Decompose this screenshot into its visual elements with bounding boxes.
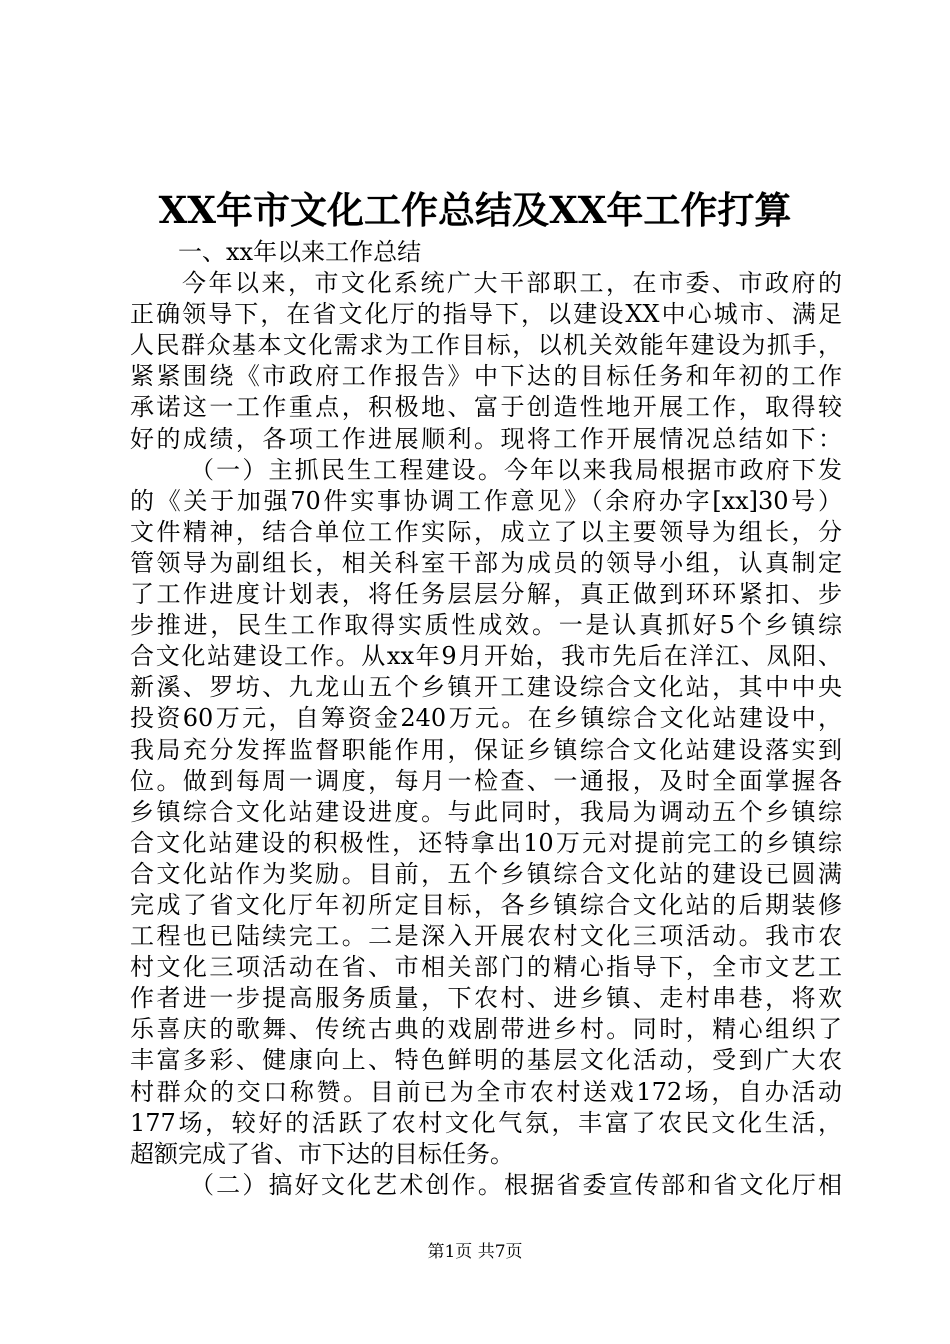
paragraph-line: （一）主抓民生工程建设。今年以来我局根据市政府下发: [190, 455, 842, 484]
paragraph-line: 人民群众基本文化需求为工作目标，以机关效能年建设为抓手，: [130, 331, 842, 360]
paragraph-line: 乡镇综合文化站建设进度。与此同时，我局为调动五个乡镇综: [130, 797, 842, 826]
paragraph-line: 承诺这一工作重点，积极地、富于创造性地开展工作，取得较: [130, 393, 842, 422]
paragraph-line: 作者进一步提高服务质量，下农村、进乡镇、走村串巷，将欢: [130, 984, 842, 1013]
paragraph-line: 投资60万元，自筹资金240万元。在乡镇综合文化站建设中，: [130, 704, 842, 733]
document-body: [130, 237, 842, 1201]
paragraph-line: 紧紧围绕《市政府工作报告》中下达的目标任务和年初的工作: [130, 362, 842, 391]
paragraph-line: 新溪、罗坊、九龙山五个乡镇开工建设综合文化站，其中中央: [130, 673, 842, 702]
paragraph-line: 好的成绩，各项工作进展顺利。现将工作开展情况总结如下：: [130, 424, 842, 453]
paragraph-line: 村群众的交口称赞。目前已为全市农村送戏172场，自办活动: [130, 1077, 842, 1106]
paragraph-line: 了工作进度计划表，将任务层层分解，真正做到环环紧扣、步: [130, 580, 842, 609]
paragraph-line: 合文化站建设工作。从xx年9月开始，我市先后在洋江、凤阳、: [130, 642, 842, 671]
paragraph-line: 工程也已陆续完工。二是深入开展农村文化三项活动。我市农: [130, 922, 842, 951]
paragraph-line: 合文化站建设的积极性，还特拿出10万元对提前完工的乡镇综: [130, 828, 842, 857]
paragraph-line: 超额完成了省、市下达的目标任务。: [130, 1139, 514, 1168]
paragraph-line: 合文化站作为奖励。目前，五个乡镇综合文化站的建设已圆满: [130, 859, 842, 888]
paragraph-line: 管领导为副组长，相关科室干部为成员的领导小组，认真制定: [130, 548, 842, 577]
page-footer: 第1页 共7页: [427, 1242, 523, 1262]
paragraph-line: （二）搞好文化艺术创作。根据省委宣传部和省文化厅相: [190, 1170, 842, 1199]
paragraph-line: 的《关于加强70件实事协调工作意见》（余府办字[xx]30号）: [130, 486, 842, 515]
paragraph-line: 步推进，民生工作取得实质性成效。一是认真抓好5个乡镇综: [130, 611, 842, 640]
paragraph-line: 乐喜庆的歌舞、传统古典的戏剧带进乡村。同时，精心组织了: [130, 1015, 842, 1044]
paragraph-line: 文件精神，结合单位工作实际，成立了以主要领导为组长，分: [130, 517, 842, 546]
paragraph-line: 丰富多彩、健康向上、特色鲜明的基层文化活动，受到广大农: [130, 1046, 842, 1075]
paragraph-line: 位。做到每周一调度，每月一检查、一通报，及时全面掌握各: [130, 766, 842, 795]
section-heading: 一、xx年以来工作总结: [178, 238, 422, 266]
paragraph-line: 今年以来，市文化系统广大干部职工，在市委、市政府的: [182, 269, 842, 298]
paragraph-line: 正确领导下，在省文化厅的指导下，以建设XX中心城市、满足: [130, 300, 842, 329]
paragraph-line: 我局充分发挥监督职能作用，保证乡镇综合文化站建设落实到: [130, 735, 842, 764]
document-title: XX年市文化工作总结及XX年工作打算: [158, 188, 792, 232]
paragraph-line: 177场，较好的活跃了农村文化气氛，丰富了农民文化生活，: [130, 1108, 842, 1137]
paragraph-line: 完成了省文化厅年初所定目标，各乡镇综合文化站的后期装修: [130, 890, 842, 919]
paragraph-line: 村文化三项活动在省、市相关部门的精心指导下，全市文艺工: [130, 953, 842, 982]
